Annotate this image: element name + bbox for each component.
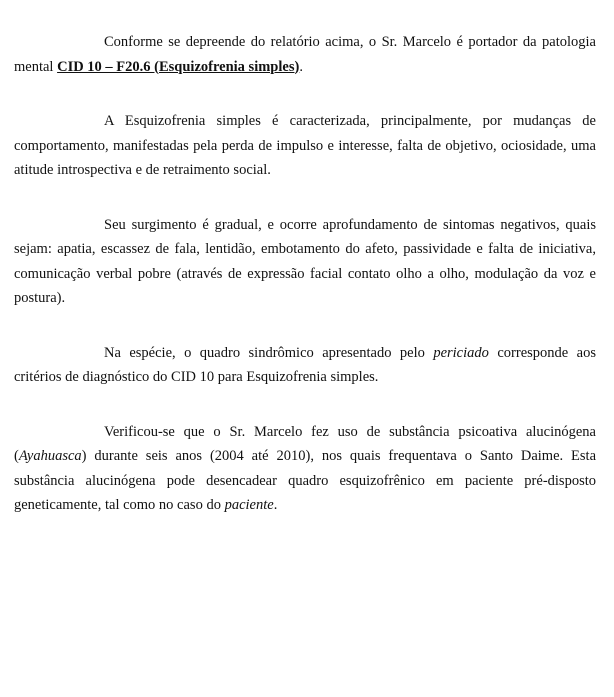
paragraph-substance-text-2: ) durante seis anos (2004 até 2010), nos quais frequentava o Santo Daime. Esta substância alucinógena pode desencadear quadro esquizofrênico em paciente pré-disposto geneticamente, tal como no caso do: [14, 448, 596, 513]
paragraph-substance-text-1: Verificou-se que o Sr. Marcelo fez uso de substância psicoativa alucinógena (: [14, 423, 596, 464]
paragraph-criteria: [14, 341, 596, 390]
paragraph-criteria-text: Na espécie, o quadro sindrômico apresentado pelo: [104, 344, 434, 361]
paragraph-substance: [14, 420, 596, 518]
paragraph-diagnosis: [14, 30, 596, 79]
document-page: [14, 30, 596, 518]
paciente-term: paciente: [224, 497, 274, 513]
ayahuasca-term: Ayahuasca: [18, 448, 82, 464]
paragraph-substance-end: .: [273, 497, 278, 513]
periciado-term: periciado: [433, 344, 489, 361]
paragraph-diagnosis-text: Conforme se depreende do relatório acima, o Sr. Marcelo é portador da patologia mental: [14, 34, 596, 75]
paragraph-definition: A Esquizofrenia simples é caracterizada, principalmente, por mudanças de comportamento, manifestadas pela perda de impulso e interesse, falta de objetivo, ociosidade, uma atitude introspectiva e de retraimento social.: [14, 113, 596, 178]
paragraph-symptoms: Seu surgimento é gradual, e ocorre aprofundamento de sintomas negativos, quais sejam: apatia, escassez de fala, lentidão, embotamento do afeto, passividade e falta de iniciativa, comunicação verbal pobre (através de expressão facial contato olho a olho, modulação da voz e postura).: [14, 216, 596, 306]
diagnosis-code: CID 10 – F20.6 (Esquizofrenia simples): [57, 58, 300, 75]
paragraph-criteria-end: corresponde aos critérios de diagnóstico do CID 10 para Esquizofrenia simples.: [14, 344, 596, 385]
paragraph-diagnosis-end: .: [299, 58, 303, 75]
